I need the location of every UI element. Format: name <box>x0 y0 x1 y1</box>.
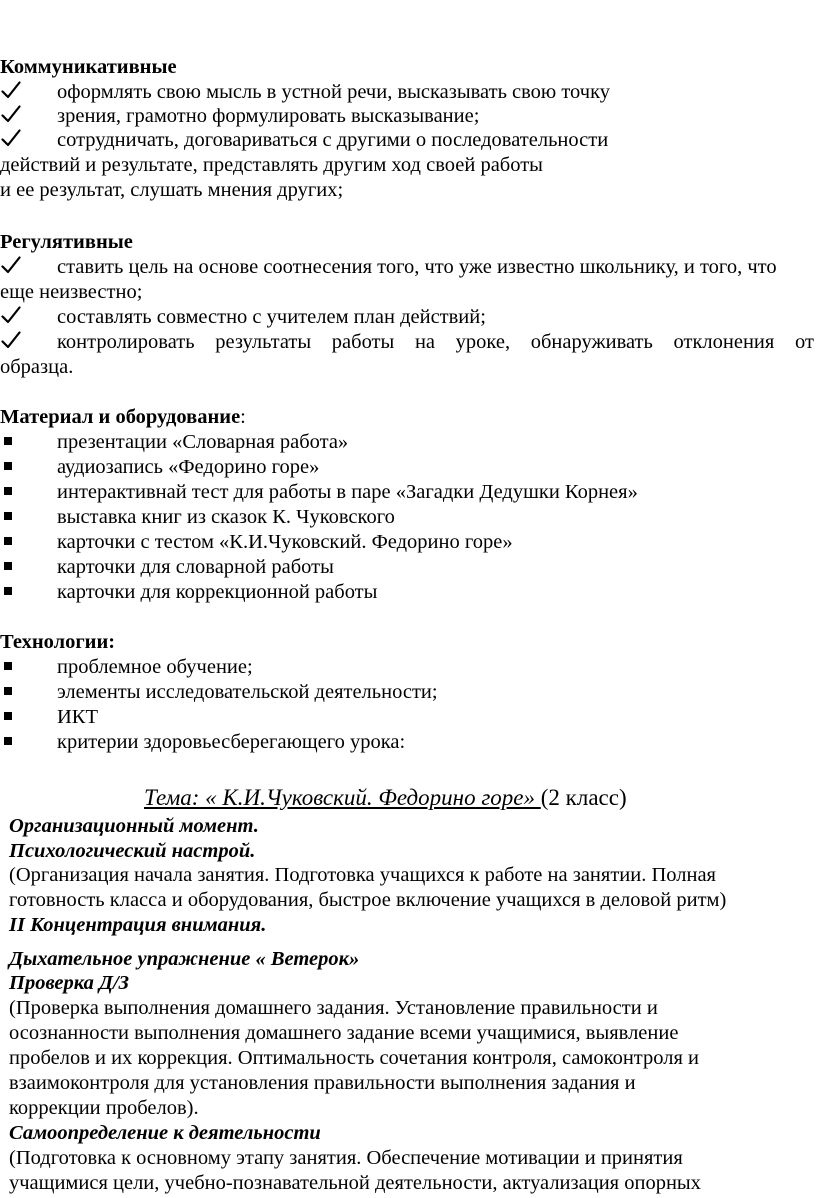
bullet-icon <box>4 537 12 545</box>
section-heading: II Концентрация внимания. <box>9 914 267 936</box>
section-heading: Дыхательное упражнение « Ветерок» <box>9 948 360 970</box>
bullet-icon <box>4 487 12 495</box>
list-item: зрения, грамотно формулировать высказывание; <box>57 105 480 127</box>
paragraph-line: (Подготовка к основному этапу занятия. Обеспечение мотивации и принятия <box>9 1147 683 1169</box>
list-item: ставить цель на основе соотнесения того, что уже известно школьнику, и того, что <box>57 256 777 278</box>
paragraph-line: (Проверка выполнения домашнего задания. Установление правильности и <box>9 997 658 1019</box>
communicative-heading: Коммуникативные <box>0 56 177 78</box>
bullet-icon <box>4 737 12 745</box>
bullet-icon <box>4 587 12 595</box>
list-item: ИКТ <box>57 706 98 728</box>
section-heading: Психологический настрой. <box>9 840 256 862</box>
list-item: элементы исследовательской деятельности; <box>57 681 438 703</box>
list-item-continuation: образца. <box>0 356 74 378</box>
list-item: проблемное обучение; <box>57 656 253 678</box>
list-item-continuation: еще неизвестно; <box>0 281 143 303</box>
regulative-heading: Регулятивные <box>0 231 133 253</box>
paragraph-line: взаимоконтроля для установления правильности выполнения задания и <box>9 1072 636 1094</box>
technologies-heading: Технологии: <box>0 631 116 653</box>
paragraph-line: (Организация начала занятия. Подготовка учащихся к работе на занятии. Полная <box>9 864 716 886</box>
bullet-icon <box>4 512 12 520</box>
bullet-icon <box>4 687 12 695</box>
list-item: выставка книг из сказок К. Чуковского <box>57 506 395 528</box>
checkmark-icon <box>1 81 21 99</box>
paragraph-line: учащимися цели, учебно-познавательной деятельности, актуализация опорных <box>9 1172 701 1194</box>
bullet-icon <box>4 712 12 720</box>
list-item: карточки с тестом «К.И.Чуковский. Федорино горе» <box>57 531 513 553</box>
paragraph-line: осознанности выполнения домашнего задание всеми учащимися, выявление <box>9 1022 679 1044</box>
list-item-continuation: действий и результате, представлять другим ход своей работы <box>0 154 543 176</box>
checkmark-icon <box>1 306 21 324</box>
list-item-continuation: и ее результат, слушать мнения других; <box>0 179 344 201</box>
list-item: сотрудничать, договариваться с другими о последовательности <box>57 129 609 151</box>
list-item: критерии здоровьесберегающего урока: <box>57 731 406 753</box>
paragraph-line: готовность класса и оборудования, быстрое включение учащихся в деловой ритм) <box>9 889 727 911</box>
paragraph-line: пробелов и их коррекция. Оптимальность сочетания контроля, самоконтроля и <box>9 1047 699 1069</box>
bullet-icon <box>4 562 12 570</box>
list-item: презентации «Словарная работа» <box>57 431 349 453</box>
section-heading: Проверка Д/З <box>9 972 130 994</box>
bullet-icon <box>4 662 12 670</box>
materials-heading: Материал и оборудование: <box>0 406 246 428</box>
list-item: карточки для коррекционной работы <box>57 581 378 603</box>
lesson-theme: Тема: « К.И.Чуковский. Федорино горе» (2 класс) <box>144 785 627 810</box>
checkmark-icon <box>1 256 21 274</box>
bullet-icon <box>4 437 12 445</box>
section-heading: Организационный момент. <box>9 815 259 837</box>
list-item: аудиозапись «Федорино горе» <box>57 456 320 478</box>
section-heading: Самоопределение к деятельности <box>9 1122 321 1144</box>
list-item: карточки для словарной работы <box>57 556 334 578</box>
list-item: интерактивнай тест для работы в паре «Загадки Дедушки Корнея» <box>57 481 638 503</box>
paragraph-line: коррекции пробелов). <box>9 1097 199 1119</box>
list-item: оформлять свою мысль в устной речи, высказывать свою точку <box>57 81 611 103</box>
list-item: составлять совместно с учителем план действий; <box>57 306 486 328</box>
bullet-icon <box>4 462 12 470</box>
checkmark-icon <box>1 129 21 147</box>
justified-list-item: контролировать результаты работы на уроке, обнаруживать отклонения от <box>57 331 814 353</box>
checkmark-icon <box>1 105 21 123</box>
checkmark-icon <box>1 331 21 349</box>
